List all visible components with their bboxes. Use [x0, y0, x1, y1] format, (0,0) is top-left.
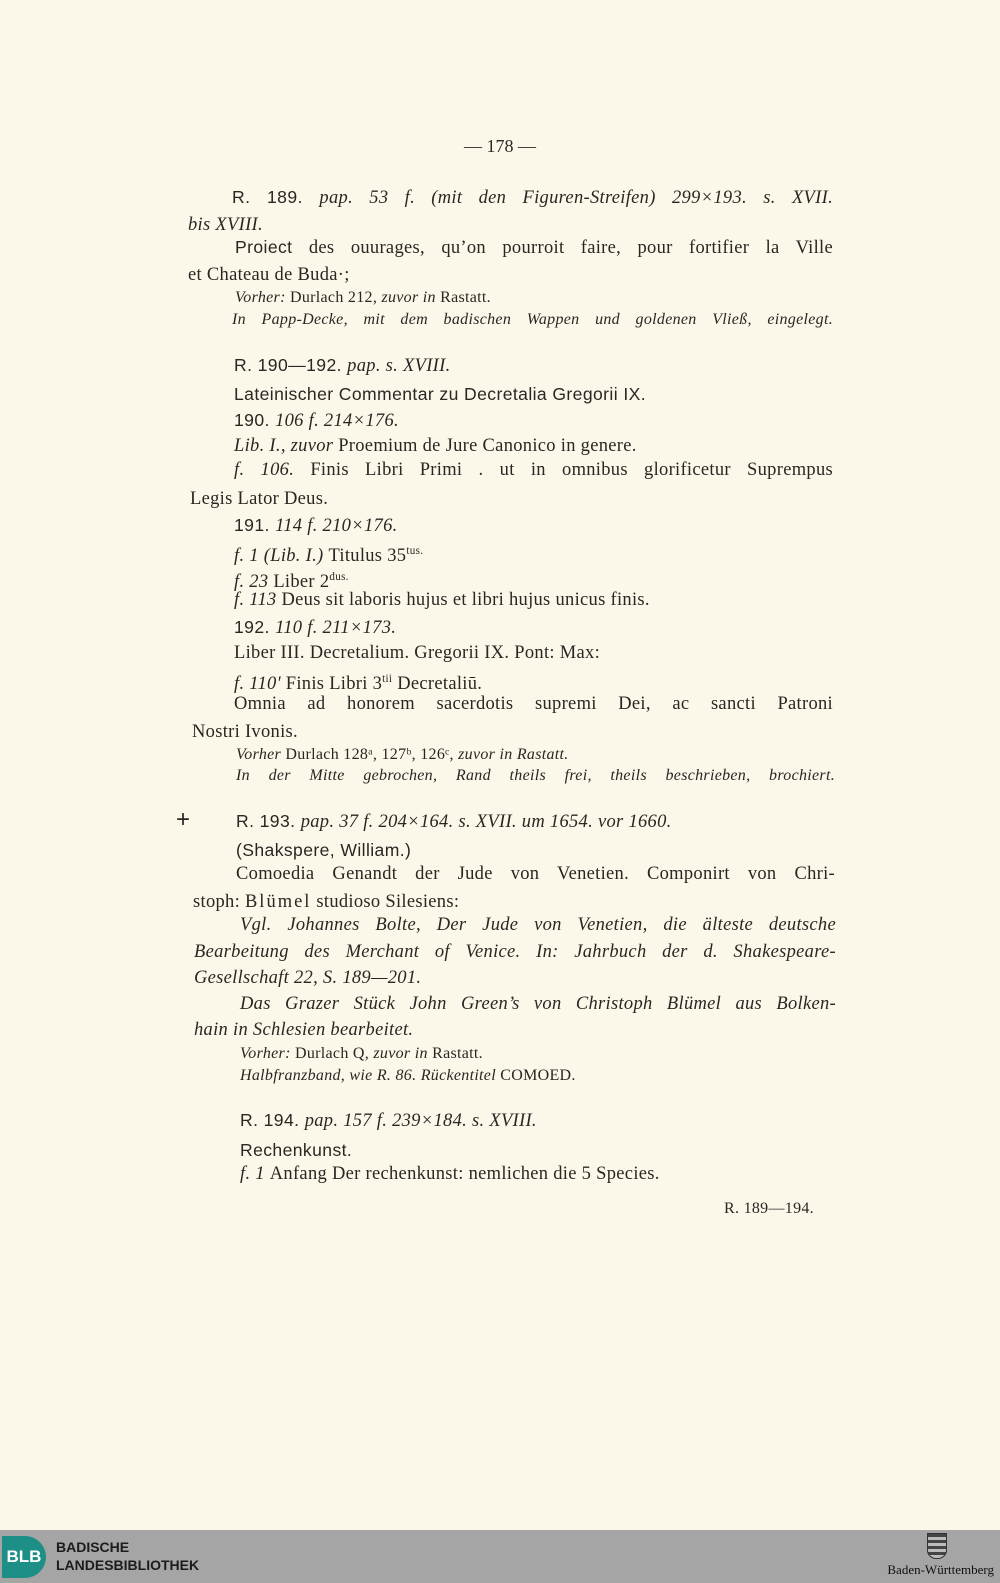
text-segment: 110 f. 211×173.	[275, 618, 397, 638]
text-segment: f. 106.	[234, 460, 311, 480]
text-segment: COMOED.	[500, 1067, 576, 1084]
text-segment: Liber 2	[273, 572, 330, 593]
text-segment: f. 113	[234, 590, 282, 610]
text-segment: hain in Schlesien bearbeitet.	[194, 1020, 414, 1040]
text-line	[240, 1042, 483, 1066]
text-segment: Rastatt.	[440, 289, 491, 306]
text-segment: Deus sit laboris hujus et libri hujus unicus finis.	[281, 590, 650, 610]
text-segment: pap. s. XVIII.	[347, 356, 451, 376]
text-segment: et Chateau de Buda·;	[188, 265, 350, 285]
text-segment: zuvor in Rastatt.	[458, 746, 569, 763]
text-line	[194, 1018, 413, 1042]
text-segment: Durlach Q,	[295, 1045, 374, 1062]
text-line	[236, 764, 835, 788]
text-segment: Liber III. Decretalium. Gregorii IX. Pont: Max:	[234, 643, 601, 663]
text-line	[235, 235, 833, 260]
text-line	[234, 513, 398, 538]
text-segment: Proemium de Jure Canonico in genere.	[338, 436, 637, 456]
coat-of-arms-icon	[927, 1533, 947, 1559]
text-line	[234, 692, 833, 716]
text-segment: f. 110'	[234, 674, 286, 695]
text-segment: Rastatt.	[432, 1045, 483, 1062]
text-segment: Durlach 128ᵃ, 127ᵇ, 126ᶜ,	[285, 746, 459, 763]
text-line	[240, 913, 836, 937]
text-segment: Lateinischer Commentar zu Decretalia Gregorii IX.	[234, 384, 646, 404]
text-segment: Anfang Der rechenkunst: nemlichen die 5 Species.	[269, 1164, 660, 1184]
text-segment: tii	[382, 673, 393, 685]
page-number: — 178 —	[464, 136, 536, 156]
text-segment: 191.	[234, 515, 276, 535]
text-segment: Nostri Ivonis.	[192, 722, 298, 742]
text-segment: bis XVIII.	[188, 215, 263, 235]
text-segment: Finis Libri 3	[285, 674, 383, 695]
library-name-line1: BADISCHE	[56, 1539, 130, 1555]
margin-mark: +	[176, 806, 191, 833]
text-line	[235, 286, 491, 310]
text-line	[234, 539, 423, 568]
text-segment: In der Mitte gebrochen, Rand theils frei, theils beschrieben, brochiert.	[236, 767, 835, 784]
text-line	[194, 966, 421, 990]
text-line	[724, 1197, 814, 1221]
text-line	[234, 353, 451, 378]
text-line	[194, 940, 836, 964]
text-segment: studioso Silesiens:	[311, 892, 460, 912]
text-line	[234, 382, 646, 407]
text-segment: Vorher:	[235, 289, 290, 306]
text-segment: Decretaliū.	[392, 674, 483, 695]
text-segment: pap. 157 f. 239×184. s. XVIII.	[304, 1111, 537, 1131]
text-segment: Gesellschaft 22, S. 189—201.	[194, 968, 422, 988]
text-segment: f. 1	[240, 1164, 270, 1184]
text-segment: Blümel	[244, 892, 312, 912]
text-segment: tus.	[406, 545, 424, 557]
library-name	[56, 1538, 199, 1574]
text-segment: Vorher:	[240, 1045, 295, 1062]
text-segment: Proiect	[235, 237, 293, 257]
text-segment: Lib. I., zuvor	[234, 436, 339, 456]
text-segment: Vorher	[236, 746, 286, 763]
state-label: Baden-Württemberg	[887, 1562, 994, 1577]
text-line	[240, 1064, 576, 1088]
text-line	[193, 890, 459, 914]
text-line	[234, 434, 637, 458]
text-segment: R. 190—192.	[234, 355, 348, 375]
text-line	[188, 263, 350, 287]
text-line	[234, 408, 399, 433]
text-segment: R. 189.	[232, 187, 320, 207]
text-segment: Titulus 35	[328, 546, 407, 567]
text-segment: Vgl. Johannes Bolte, Der Jude von Venetien, die älteste deutsche	[240, 915, 836, 935]
text-segment: f. 23	[234, 572, 274, 593]
text-segment: Comoedia Genandt der Jude von Venetien. Componirt von Chri-	[236, 864, 835, 884]
text-segment: pap. 53 f. (mit den Figuren-Streifen) 299×193. s. XVII.	[319, 188, 833, 208]
text-line	[236, 838, 411, 863]
text-line	[240, 1162, 660, 1186]
library-name-line2: LANDESBIBLIOTHEK	[56, 1557, 200, 1573]
text-segment: Das Grazer Stück John Green’s von Christoph Blümel aus Bolken-	[240, 994, 836, 1014]
text-line	[236, 809, 672, 834]
text-segment: Legis Lator Deus.	[190, 489, 329, 509]
footer-bar	[0, 1530, 1000, 1583]
text-segment: 190.	[234, 410, 276, 430]
text-line	[240, 1108, 537, 1133]
text-line	[240, 1138, 352, 1163]
text-segment: zuvor in	[373, 1045, 433, 1062]
text-segment: zuvor in	[381, 289, 441, 306]
text-line	[234, 615, 396, 640]
text-segment: Rechenkunst.	[240, 1140, 353, 1160]
text-segment: des ouurages, qu’on pourroit faire, pour fortifier la Ville	[292, 238, 833, 258]
text-line	[240, 992, 836, 1016]
text-segment: dus.	[329, 571, 349, 583]
text-line	[190, 487, 328, 511]
text-segment: f. 1 (Lib. I.)	[234, 546, 329, 567]
text-line	[232, 185, 833, 210]
text-line	[234, 458, 833, 482]
text-segment: 114 f. 210×176.	[275, 516, 398, 536]
text-line	[188, 213, 263, 237]
text-segment: Halbfranzband, wie R. 86. Rückentitel	[240, 1067, 501, 1084]
text-segment: R. 193.	[236, 811, 301, 831]
text-segment: pap. 37 f. 204×164. s. XVII. um 1654. vor 1660.	[300, 812, 672, 832]
text-line	[192, 720, 298, 744]
text-segment: Bearbeitung des Merchant of Venice. In: Jahrbuch der d. Shakespeare-	[194, 942, 836, 962]
text-segment: Omnia ad honorem sacerdotis supremi Dei, ac sancti Patroni	[234, 694, 833, 714]
text-segment: Durlach 212,	[290, 289, 382, 306]
text-line	[232, 308, 833, 332]
text-segment: 192.	[234, 617, 276, 637]
text-line	[234, 641, 600, 665]
text-segment: Finis Libri Primi . ut in omnibus glorificetur Suprempus	[310, 460, 833, 480]
text-line	[236, 862, 835, 886]
blb-logo[interactable]: BLB	[2, 1536, 46, 1578]
text-segment: (Shakspere, William.)	[236, 840, 412, 860]
text-segment: 106 f. 214×176.	[275, 411, 399, 431]
text-segment: stoph:	[193, 892, 245, 912]
text-line	[234, 588, 650, 612]
text-segment: In Papp-Decke, mit dem badischen Wappen und goldenen Vließ, eingelegt.	[232, 311, 833, 328]
text-segment: R. 189—194.	[724, 1200, 814, 1217]
text-segment: R. 194.	[240, 1110, 305, 1130]
